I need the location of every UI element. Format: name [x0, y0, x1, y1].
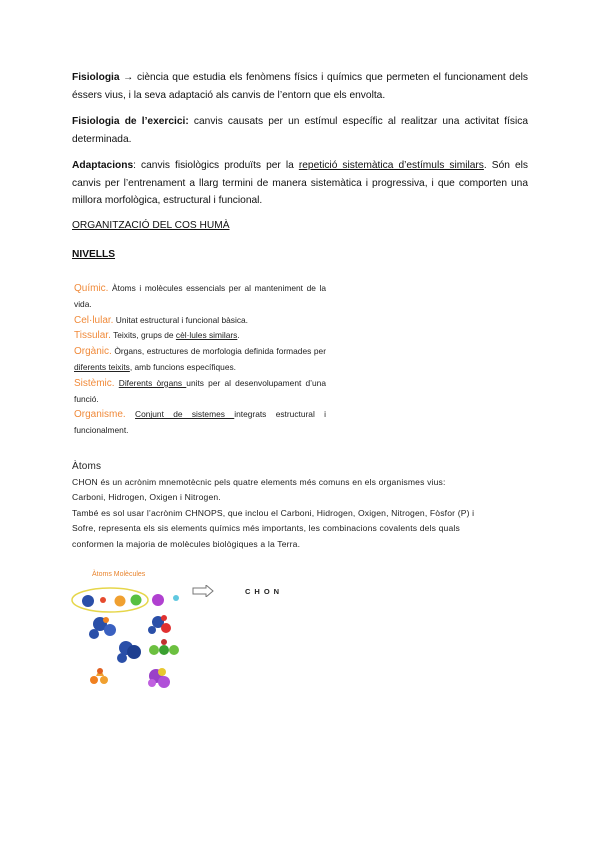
arrow-right-icon — [192, 585, 214, 597]
level-organic: Orgànic. Òrgans, estructures de morfologia definida formades per diferents teixits, amb funcions específiques. — [74, 346, 327, 372]
level-organisme: Organisme. Conjunt de sistemes integrats estructural i funcionalment. — [74, 409, 326, 436]
atoms-paragraph-2: També es sol usar l’acrònim CHNOPS, que inclou el Carboni, Hidrogen, Oxigen, Nitrogen, Fòsfor (P) i Sofre, representa els sis elements químics més importants, les combinacions covalents dels quals conformen la majoria de molècules biològiques a la Terra. — [72, 507, 475, 549]
level-quimic: Químic. Àtoms i molècules essencials per al manteniment de la vida. — [74, 283, 327, 309]
phosphorus-atom-icon — [152, 594, 164, 606]
level-sistemic: Sistèmic. Diferents òrgans units per al desenvolupament d’una funció. — [74, 377, 326, 404]
term: Fisiologia — [72, 72, 120, 83]
molecule-icon — [148, 615, 171, 634]
atoms-section — [72, 459, 476, 552]
carbon-atom-icon — [82, 595, 94, 607]
figure-header: Àtoms Molècules — [92, 571, 146, 578]
molecule-icon — [90, 668, 108, 684]
subsection-title: NIVELLS — [72, 249, 116, 260]
oxygen-atom-icon — [115, 596, 126, 607]
molecule-icon — [117, 641, 141, 663]
term: Fisiologia de l’exercici: — [72, 116, 189, 127]
chon-label: CHON — [245, 587, 284, 596]
sulfur-atom-icon — [173, 595, 179, 601]
definition-text: canvis causats per un estímul específic al realitzar una activitat física determinada. — [72, 116, 528, 145]
atoms-title: Àtoms — [72, 461, 102, 472]
molecule-icon — [89, 617, 116, 639]
atoms-molecules-figure — [70, 564, 270, 696]
term: Adaptacions — [72, 160, 134, 171]
definition-text: ciència que estudia els fenòmens físics i químics que permeten el funcionament dels éssers vius, i la seva adaptació als canvis de l’entorn que els envolta. — [72, 72, 528, 101]
section-title: ORGANITZACIÓ DEL COS HUMÀ — [72, 220, 230, 231]
definition-fisiologia: Fisiologia → ciència que estudia els fenòmens físics i químics que permeten el funcionament dels éssers vius, i la seva adaptació als canvis de l’entorn que els envolta. — [72, 72, 528, 101]
definition-fisiologia-exercici — [72, 113, 528, 148]
levels-list — [74, 281, 327, 436]
molecule-icon — [148, 668, 170, 688]
level-tissular: Tissular. Teixits, grups de cèl·lules similars. — [74, 330, 240, 342]
definition-adaptacions: Adaptacions: canvis fisiològics produïts per la repetició sistemàtica d’estímuls similars. Són els canvis per l’entrenament a llarg termini de manera sistemàtica i progressiva, i que comporten una millora morfològica, estructural i funcional. — [72, 160, 528, 206]
nitrogen-atom-icon — [131, 595, 142, 606]
molecule-icon — [149, 639, 179, 655]
level-cellular: Cel·lular. Unitat estructural i funcional bàsica. — [74, 314, 249, 326]
hydrogen-atom-icon — [100, 597, 106, 603]
atoms-paragraph-1: CHON és un acrònim mnemotècnic pels quatre elements més comuns en els organismes vius: Carboni, Hidrogen, Oxigen i Nitrogen. — [72, 476, 446, 502]
